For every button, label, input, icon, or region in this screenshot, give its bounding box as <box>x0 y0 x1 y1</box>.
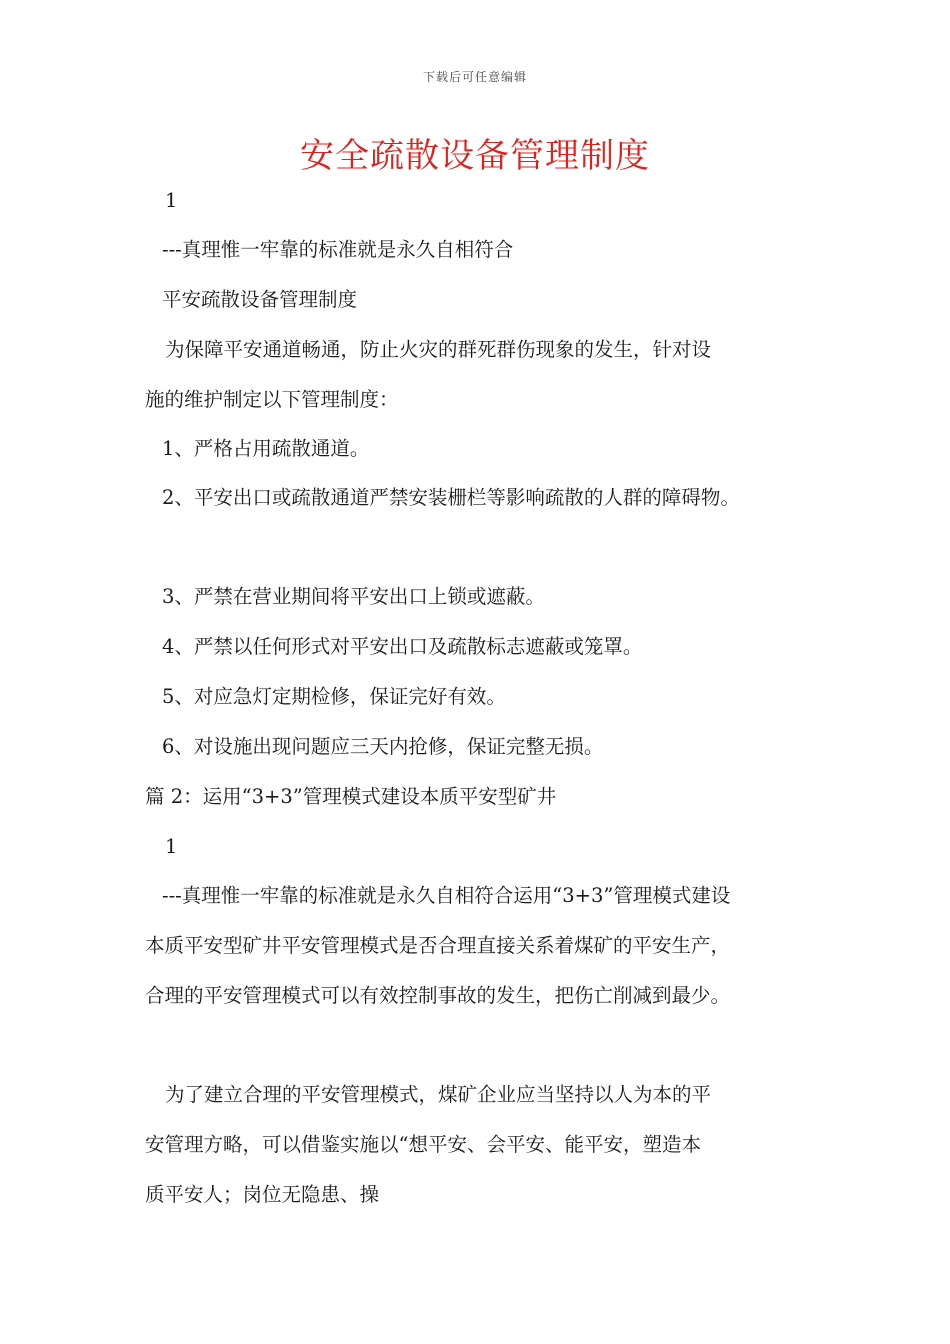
paragraph-line: 为了建立合理的平安管理模式，煤矿企业应当坚持以人为本的平 <box>165 1083 712 1106</box>
paragraph-line: ---真理惟一牢靠的标准就是永久自相符合运用“3+3”管理模式建设 <box>162 884 731 907</box>
paragraph-line: 质平安人；岗位无隐患、操 <box>145 1183 380 1206</box>
paragraph-line: 1 <box>165 189 178 212</box>
list-item: 6、对设施出现问题应三天内抢修，保证完整无损。 <box>162 735 604 758</box>
list-item: 4、严禁以任何形式对平安出口及疏散标志遮蔽或笼罩。 <box>162 635 643 658</box>
paragraph-line: 1 <box>165 835 178 858</box>
paragraph-line: 平安疏散设备管理制度 <box>162 288 358 311</box>
paragraph-line: 合理的平安管理模式可以有效控制事故的发生，把伤亡削减到最少。 <box>145 984 731 1007</box>
paragraph-line: 施的维护制定以下管理制度： <box>145 388 399 411</box>
list-item: 1、严格占用疏散通道。 <box>162 437 370 460</box>
paragraph-line: 安管理方略，可以借鉴实施以“想平安、会平安、能平安，塑造本 <box>145 1133 701 1156</box>
list-item: 3、严禁在营业期间将平安出口上锁或遮蔽。 <box>162 585 545 608</box>
paragraph-line: 为保障平安通道畅通，防止火灾的群死群伤现象的发生，针对设 <box>165 338 712 361</box>
paragraph-line: ---真理惟一牢靠的标准就是永久自相符合 <box>162 238 514 261</box>
list-item: 2、平安出口或疏散通道严禁安装栅栏等影响疏散的人群的障碍物。 <box>162 486 740 509</box>
paragraph-line: 本质平安型矿井平安管理模式是否合理直接关系着煤矿的平安生产， <box>145 934 731 957</box>
header-note: 下载后可任意编辑 <box>422 70 527 84</box>
list-item: 5、对应急灯定期检修，保证完好有效。 <box>162 685 506 708</box>
section-heading: 篇 2：运用“3+3”管理模式建设本质平安型矿井 <box>145 785 557 808</box>
document-title: 安全疏散设备管理制度 <box>300 136 650 176</box>
